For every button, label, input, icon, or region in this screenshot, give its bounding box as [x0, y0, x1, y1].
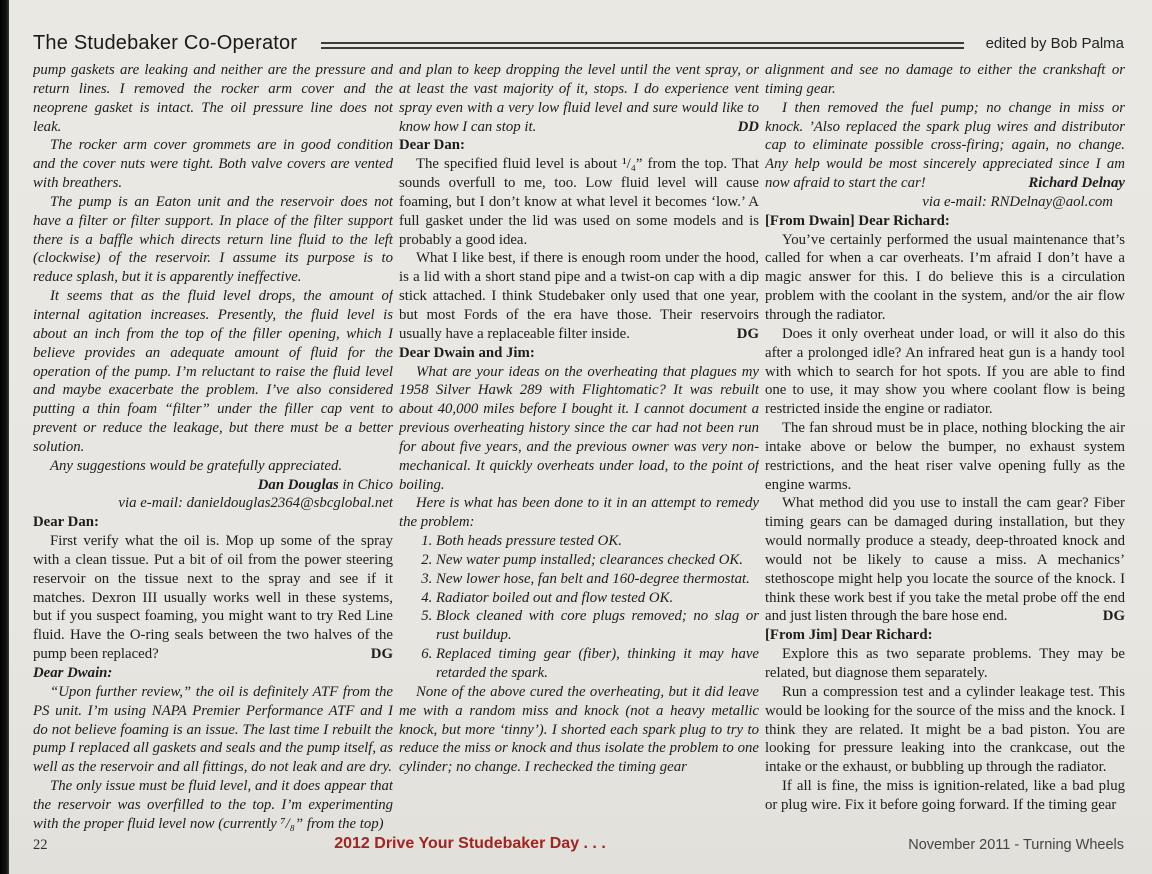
signature-email: via e-mail: danieldouglas2364@sbcglobal.net: [118, 495, 393, 512]
section-heading-dear-dwain: Dear Dwain:: [33, 665, 113, 681]
paragraph: None of the above cured the overheating, but it did leave me with a random miss and knock (not a heavy metallic knock, but more ‘tinny’). I shorted each spark plug to try to reduce the miss or knock and thus isolate the problem to one cylinder; no change. I rechecked the timing gear: [399, 683, 759, 776]
page-number: 22: [33, 837, 48, 853]
section-heading-dear-dwain-and-jim: Dear Dwain and Jim:: [399, 344, 535, 361]
reply-paragraph: [33, 532, 393, 664]
list-item: 4. Radiator boiled out and flow tested OK.: [436, 589, 759, 608]
section-heading-dear-dan: Dear Dan:: [33, 514, 99, 531]
responder-initials: DG: [370, 646, 393, 663]
paragraph: What are your ideas on the overheating that plagues my 1958 Silver Hawk 289 with Flightomatic? It was rebuilt about 40,000 miles before I bought it. I cannot document a previous overheating history since the car had not been run for about five years, and the previous owner was very non-mechanical. It quickly overheats under load, to the point of boiling.: [399, 363, 759, 493]
paragraph: The only issue must be fluid level, and it does appear that the reservoir was overfilled to the top. I’m experimenting with the proper fluid level now (currently ⁷/₈” from the top): [33, 778, 393, 832]
reply-paragraph: [765, 494, 1125, 626]
column-3: [765, 61, 1125, 833]
paragraph-continued: alignment and see no damage to either the crankshaft or timing gear.: [765, 62, 1125, 97]
reply-paragraph: You’ve certainly performed the usual maintenance that’s called for when a car overheats. I’m afraid I don’t have a magic answer for this. I do believe this is a circulation problem with the coolant in the system, and/or the air flow through the radiator.: [765, 231, 1125, 323]
reply-paragraph: Explore this as two separate problems. They may be related, but diagnose them separately.: [765, 646, 1125, 681]
reply-paragraph: The specified fluid level is about ¹/₄” from the top. That sounds overfull to me, too. Low fluid level will cause foaming, but I don’t know at what level it becomes ‘low.’ A full gasket under the lid was used on some models and is probably a good idea.: [399, 156, 759, 248]
list-item: 5. Block cleaned with core plugs removed; no slag or rust buildup.: [436, 607, 759, 645]
list-item: 3. New lower hose, fan belt and 160-degree thermostat.: [436, 570, 759, 589]
paragraph: [765, 99, 1125, 193]
column-1: [33, 61, 393, 833]
paragraph: The rocker arm cover grommets are in good condition and the cover nuts were tight. Both valve covers are vented with breathers.: [33, 137, 393, 192]
page-title: The Studebaker Co-Operator: [33, 31, 298, 54]
issue-label: November 2011 - Turning Wheels: [908, 837, 1124, 853]
letter-text: and plan to keep dropping the level until the vent spray, or at least the vast majority of it, stops. I do experience vent spray even with a very low fluid level and sure would like to know how I can stop it.: [399, 62, 759, 135]
reply-text: First verify what the oil is. Mop up some of the spray with a clean tissue. Put a bit of oil from the power steering reservoir on the tissue next to the spray and see if it matches. Dexron III usually works well in these systems, but if you suspect foaming, you might want to try Red Line fluid. Have the O-ring seals between the two halves of the pump been replaced?: [33, 533, 393, 663]
section-heading-from-jim: [From Jim] Dear Richard:: [765, 627, 933, 644]
letter-text: I then removed the fuel pump; no change in miss or knock. ’Also replaced the spark plug wires and distributor cap to eliminate possible cross-firing; again, no change. Any help would be most sincerely appreciated since I am now afraid to start the car!: [765, 99, 1125, 192]
page-header: [33, 30, 1124, 56]
paragraph-continued: pump gaskets are leaking and neither are the pressure and return lines. I removed the rocker arm cover and the neoprene gasket is intact. The oil pressure line does not leak.: [33, 62, 393, 135]
reply-paragraph: [399, 249, 759, 343]
responder-initials: DG: [736, 325, 759, 342]
column-2: [399, 61, 759, 833]
paragraph: Here is what has been done to it in an attempt to remedy the problem:: [399, 495, 759, 531]
article-columns: [33, 61, 1125, 833]
reply-text: What method did you use to install the cam gear? Fiber timing gears can be damaged during installation, but they would normally produce a steady, deep-throated knock and would not be likely to cause a miss. A mechanics’ stethoscope might help you locate the source of the knock. I think these work best if you take the metal probe off the end and just listen through the bare hose end.: [765, 495, 1125, 625]
page-footer: [0, 835, 1152, 859]
signature-line: [33, 476, 393, 495]
header-divider-rule: [321, 42, 963, 49]
list-item: 2. New water pump installed; clearances checked OK.: [436, 551, 759, 570]
reply-paragraph: If all is fine, the miss is ignition-related, like a bad plug or plug wire. Fix it before going forward. If the timing gear: [765, 778, 1125, 813]
section-heading-dear-dan-2: Dear Dan:: [399, 137, 465, 154]
list-item: 6. Replaced timing gear (fiber), thinking it may have retarded the spark.: [436, 645, 759, 683]
reply-paragraph: The fan shroud must be in place, nothing blocking the air intake above or below the bumper, no exhaust system restrictions, and the heat riser valve opening fully as the engine warms.: [765, 420, 1125, 493]
paragraph: The pump is an Eaton unit and the reservoir does not have a filter or filter support. In place of the filter support there is a baffle which directs return line fluid to the left (clockwise) of the reservoir. I assume its purpose is to reduce splash, but it is apparently ineffective.: [33, 193, 393, 286]
paragraph-continued: [399, 61, 759, 136]
reply-paragraph: Run a compression test and a cylinder leakage test. This would be looking for the source of the miss and the knock. I think they are related. It might be a bad piston. You are looking for pressure leaking into the crankcase, out the intake or the exhaust, or bubbling up through the radiator.: [765, 683, 1125, 776]
editor-credit: edited by Bob Palma: [985, 34, 1124, 52]
signature-name: Richard Delnay: [1028, 175, 1125, 192]
reply-text: What I like best, if there is enough room under the hood, is a lid with a short stand pipe and a twist-on cap with a dip stick attached. I think Studebaker only used that one year, but most Fords of the era have those. Their reservoirs usually have a replaceable filter inside.: [399, 250, 759, 342]
signature-email: via e-mail: RNDelnay@aol.com: [922, 193, 1113, 210]
footer-banner: 2012 Drive Your Studebaker Day . . .: [334, 835, 606, 852]
paragraph: It seems that as the fluid level drops, the amount of internal agitation increases. Presently, the fluid level is about an inch from the top of the filler opening, which I believe provides an adequate amount of fluid for the operation of the pump. I’m reluctant to raise the fluid level and maybe exacerbate the problem. I’ve also considered putting a thin foam “filter” under the filler cap vent to prevent or reduce the leakage, but there must be a better solution.: [33, 288, 393, 455]
signature-location: in Chico: [338, 476, 393, 493]
responder-initials: DG: [1102, 608, 1125, 625]
signature-name: Dan Douglas: [257, 476, 339, 493]
section-heading-from-dwain: [From Dwain] Dear Richard:: [765, 212, 950, 229]
paragraph: Any suggestions would be gratefully appreciated.: [50, 457, 343, 474]
reply-paragraph: Does it only overheat under load, or will it also do this after a prolonged idle? An infrared heat gun is a handy tool with which to search for hot spots. If you are able to find one to use, it may show you where coolant flow is being restricted inside the engine or radiator.: [765, 325, 1125, 418]
list-item: 1. Both heads pressure tested OK.: [436, 532, 759, 551]
remedy-list: [399, 532, 759, 683]
scan-edge-artifact: [0, 0, 9, 874]
paragraph: “Upon further review,” the oil is definitely ATF from the PS unit. I’m using NAPA Premier Performance ATF and I do not believe foaming is an issue. The last time I rebuilt the pump I replaced all gaskets and seals and the pump itself, as well as the reservoir and all fittings, do not leak and are dry.: [33, 683, 393, 776]
writer-initials: DD: [737, 118, 759, 135]
